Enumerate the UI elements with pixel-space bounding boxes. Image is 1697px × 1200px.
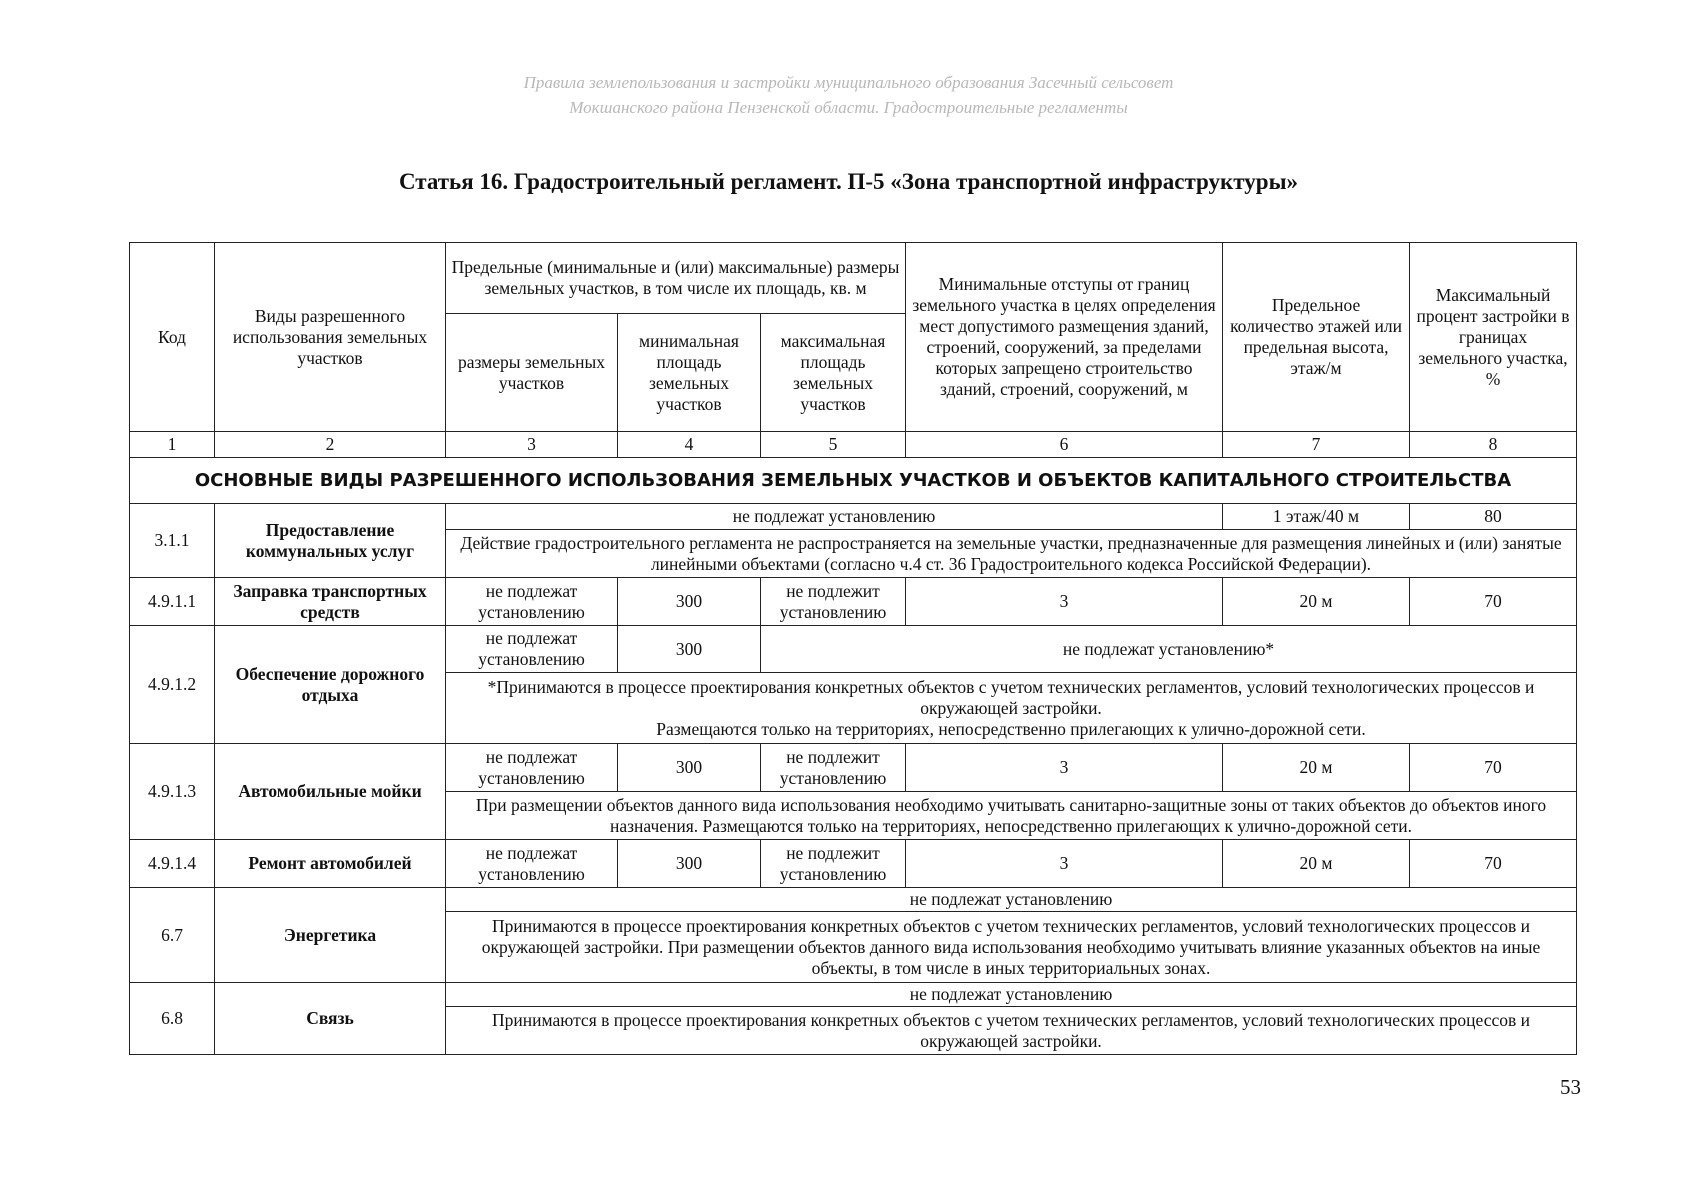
row-min-area: 300 xyxy=(618,626,761,673)
row-sizes: не подлежат установлению xyxy=(446,744,618,792)
row-code: 4.9.1.2 xyxy=(130,626,215,744)
col-header-sizes: размеры земельных участков xyxy=(446,314,618,432)
row-floors: 20 м xyxy=(1223,840,1410,888)
row-floors: 20 м xyxy=(1223,744,1410,792)
page-header xyxy=(0,70,1697,120)
row-floors: 20 м xyxy=(1223,578,1410,626)
table-row xyxy=(130,578,1577,626)
row-max-area: не подлежит установлению xyxy=(761,578,906,626)
column-number: 7 xyxy=(1223,432,1410,458)
page-number: 53 xyxy=(1560,1075,1581,1099)
table-row xyxy=(130,504,1577,530)
row-note: Действие градостроительного регламента не распространяется на земельные участки, предназначенные для размещения линейных и (или) занятые линейными объектами (согласно ч.4 ст. 36 Градостроительного кодекса Российской Федерации). xyxy=(446,530,1577,578)
row-limits: не подлежат установлению xyxy=(446,888,1577,912)
row-setback: 3 xyxy=(906,578,1223,626)
row-note-line-2: Размещаются только на территориях, непосредственно прилегающих к улично-дорожной сети. xyxy=(656,718,1366,739)
row-note: Принимаются в процессе проектирования конкретных объектов с учетом технических регламентов, условий технологических процессов и окружающей застройки. xyxy=(446,1007,1577,1055)
row-coverage: 80 xyxy=(1410,504,1577,530)
row-code: 3.1.1 xyxy=(130,504,215,578)
column-number: 1 xyxy=(130,432,215,458)
row-code: 4.9.1.1 xyxy=(130,578,215,626)
col-header-min-area: минимальная площадь земельных участков xyxy=(618,314,761,432)
col-header-floors: Предельное количество этажей или предельная высота, этаж/м xyxy=(1223,243,1410,432)
col-header-type: Виды разрешенного использования земельных участков xyxy=(215,243,446,432)
row-limits: не подлежат установлению xyxy=(446,504,1223,530)
table-row xyxy=(130,840,1577,888)
row-code: 4.9.1.3 xyxy=(130,744,215,840)
row-limits: не подлежат установлению xyxy=(446,983,1577,1007)
row-sizes: не подлежат установлению xyxy=(446,626,618,673)
col-header-code: Код xyxy=(130,243,215,432)
col-header-max-area: максимальная площадь земельных участков xyxy=(761,314,906,432)
row-coverage: 70 xyxy=(1410,840,1577,888)
row-coverage: 70 xyxy=(1410,744,1577,792)
row-max-area: не подлежит установлению xyxy=(761,840,906,888)
column-numbers-row xyxy=(130,432,1577,458)
row-name: Обеспечение дорожного отдыха xyxy=(215,626,446,744)
row-min-area: 300 xyxy=(618,840,761,888)
row-setback: 3 xyxy=(906,744,1223,792)
row-name: Ремонт автомобилей xyxy=(215,840,446,888)
column-number: 8 xyxy=(1410,432,1577,458)
table-row xyxy=(130,888,1577,912)
row-note xyxy=(446,673,1577,744)
row-sizes: не подлежат установлению xyxy=(446,578,618,626)
header-line-2: Мокшанского района Пензенской области. Градостроительные регламенты xyxy=(569,98,1128,117)
row-name: Предоставление коммунальных услуг xyxy=(215,504,446,578)
column-number: 2 xyxy=(215,432,446,458)
table-row xyxy=(130,626,1577,673)
col-header-setbacks: Минимальные отступы от границ земельного участка в целях определения мест допустимого размещения зданий, строений, сооружений, за пределами которых запрещено строительство зданий, строений, сооружений, м xyxy=(906,243,1223,432)
row-code: 6.7 xyxy=(130,888,215,983)
row-setback: 3 xyxy=(906,840,1223,888)
row-code: 4.9.1.4 xyxy=(130,840,215,888)
column-number: 3 xyxy=(446,432,618,458)
column-number: 4 xyxy=(618,432,761,458)
row-min-area: 300 xyxy=(618,578,761,626)
row-note-line-1: *Принимаются в процессе проектирования конкретных объектов с учетом технических регламентов, условий технологических процессов и окружающей застройки. xyxy=(487,676,1535,718)
table-row xyxy=(130,744,1577,792)
row-coverage: 70 xyxy=(1410,578,1577,626)
row-name: Энергетика xyxy=(215,888,446,983)
article-title: Статья 16. Градостроительный регламент. П-5 «Зона транспортной инфраструктуры» xyxy=(398,169,1299,194)
row-name: Автомобильные мойки xyxy=(215,744,446,840)
row-note: При размещении объектов данного вида использования необходимо учитывать санитарно-защитные зоны от таких объектов до объектов иного назначения. Размещаются только на территориях, непосредственно прилегающих к улично-дорожной сети. xyxy=(446,792,1577,840)
regulation-table xyxy=(129,242,1577,1055)
row-sizes: не подлежат установлению xyxy=(446,840,618,888)
section-title: ОСНОВНЫЕ ВИДЫ РАЗРЕШЕННОГО ИСПОЛЬЗОВАНИЯ ЗЕМЕЛЬНЫХ УЧАСТКОВ И ОБЪЕКТОВ КАПИТАЛЬНОГО СТРОИТЕЛЬСТВА xyxy=(130,458,1577,504)
header-line-1: Правила землепользования и застройки муниципального образования Засечный сельсовет xyxy=(523,73,1174,92)
row-max-area: не подлежит установлению xyxy=(761,744,906,792)
col-header-coverage: Максимальный процент застройки в границах земельного участка, % xyxy=(1410,243,1577,432)
row-name: Связь xyxy=(215,983,446,1055)
row-floors: 1 этаж/40 м xyxy=(1223,504,1410,530)
column-number: 6 xyxy=(906,432,1223,458)
col-header-limits-group: Предельные (минимальные и (или) максимальные) размеры земельных участков, в том числе их площадь, кв. м xyxy=(446,243,906,314)
table-row xyxy=(130,983,1577,1007)
row-note: Принимаются в процессе проектирования конкретных объектов с учетом технических регламентов, условий технологических процессов и окружающей застройки. При размещении объектов данного вида использования необходимо учитывать влияние указанных объектов на иные объекты, в том числе в иных территориальных зонах. xyxy=(446,912,1577,983)
row-code: 6.8 xyxy=(130,983,215,1055)
row-min-area: 300 xyxy=(618,744,761,792)
row-rest: не подлежат установлению* xyxy=(761,626,1577,673)
row-name: Заправка транспортных средств xyxy=(215,578,446,626)
column-number: 5 xyxy=(761,432,906,458)
